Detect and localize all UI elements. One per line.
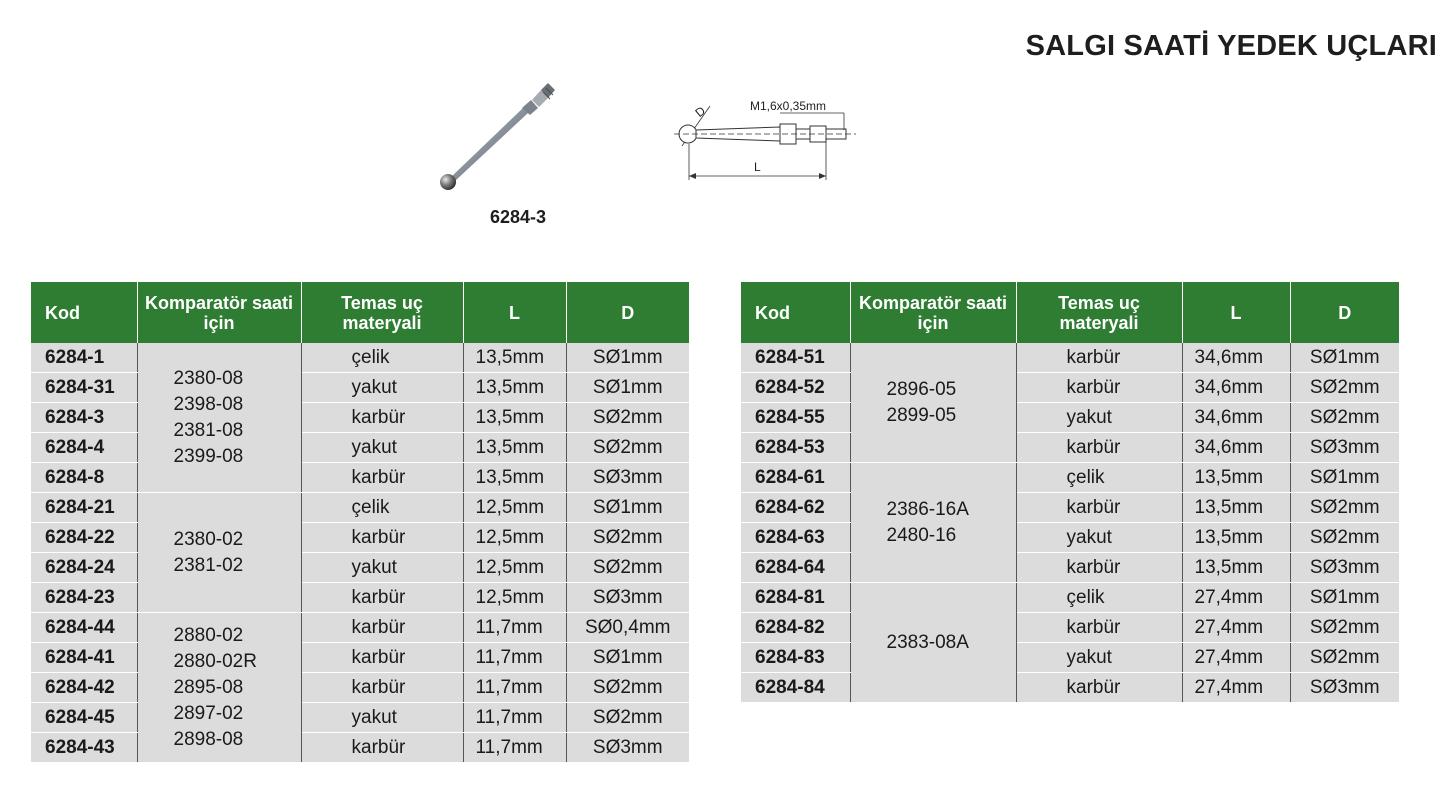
cell-materyal: çelik: [1016, 463, 1182, 493]
d-dimension-label: D: [692, 103, 709, 120]
header-kod: Kod: [741, 282, 850, 343]
cell-d: SØ3mm: [1290, 553, 1399, 583]
table-row: [31, 733, 689, 763]
cell-d: SØ2mm: [566, 673, 689, 703]
table-row: [741, 553, 1399, 583]
table-header-row: [31, 282, 689, 343]
cell-komparator: [137, 343, 301, 493]
komparator-model: 2880-02R: [173, 650, 257, 672]
table-row: [741, 493, 1399, 523]
cell-materyal: yakut: [301, 433, 463, 463]
table-row: [741, 343, 1399, 373]
cell-materyal: karbür: [301, 643, 463, 673]
cell-materyal: karbür: [1016, 673, 1182, 703]
cell-kod: 6284-3: [31, 403, 137, 433]
cell-materyal: karbür: [301, 523, 463, 553]
cell-l: 34,6mm: [1182, 403, 1290, 433]
cell-l: 12,5mm: [463, 583, 566, 613]
komparator-model: 2899-05: [886, 404, 957, 426]
cell-d: SØ1mm: [566, 643, 689, 673]
table-row: [741, 373, 1399, 403]
cell-l: 27,4mm: [1182, 613, 1290, 643]
cell-kod: 6284-55: [741, 403, 850, 433]
cell-materyal: karbür: [1016, 493, 1182, 523]
cell-d: SØ1mm: [1290, 463, 1399, 493]
cell-d: SØ2mm: [566, 703, 689, 733]
header-d: D: [566, 282, 689, 343]
cell-d: SØ0,4mm: [566, 613, 689, 643]
cell-kod: 6284-41: [31, 643, 137, 673]
cell-l: 13,5mm: [463, 343, 566, 373]
komparator-model: 2480-16: [886, 524, 957, 546]
table-row: [31, 583, 689, 613]
cell-kod: 6284-8: [31, 463, 137, 493]
cell-materyal: karbür: [1016, 343, 1182, 373]
cell-d: SØ2mm: [566, 523, 689, 553]
table-row: [31, 703, 689, 733]
cell-l: 13,5mm: [463, 433, 566, 463]
thread-spec-label: M1,6x0,35mm: [750, 99, 827, 113]
table-body: [741, 343, 1399, 703]
komparator-model: 2383-08A: [886, 631, 969, 653]
cell-materyal: yakut: [301, 703, 463, 733]
cell-l: 13,5mm: [1182, 463, 1290, 493]
table-row: [741, 613, 1399, 643]
header-l: L: [1182, 282, 1290, 343]
table-row: [741, 583, 1399, 613]
cell-l: 11,7mm: [463, 643, 566, 673]
cell-kod: 6284-43: [31, 733, 137, 763]
cell-kod: 6284-44: [31, 613, 137, 643]
header-l: L: [463, 282, 566, 343]
photo-caption: 6284-3: [490, 207, 547, 227]
cell-materyal: yakut: [1016, 403, 1182, 433]
spec-table-right: [741, 282, 1399, 703]
table-body: [31, 343, 689, 763]
cell-kod: 6284-51: [741, 343, 850, 373]
table-row: [31, 553, 689, 583]
cell-materyal: çelik: [301, 493, 463, 523]
cell-kod: 6284-62: [741, 493, 850, 523]
cell-d: SØ2mm: [1290, 493, 1399, 523]
cell-kod: 6284-61: [741, 463, 850, 493]
komparator-model: 2381-08: [173, 419, 244, 441]
cell-d: SØ1mm: [1290, 343, 1399, 373]
cell-kod: 6284-45: [31, 703, 137, 733]
cell-l: 12,5mm: [463, 493, 566, 523]
table-row: [741, 463, 1399, 493]
l-dimension-label: L: [754, 160, 761, 174]
cell-materyal: çelik: [1016, 583, 1182, 613]
cell-d: SØ2mm: [1290, 523, 1399, 553]
komparator-model: 2386-16A: [886, 498, 969, 520]
cell-l: 12,5mm: [463, 553, 566, 583]
cell-kod: 6284-31: [31, 373, 137, 403]
cell-komparator: [137, 493, 301, 613]
cell-d: SØ3mm: [566, 733, 689, 763]
cell-l: 34,6mm: [1182, 433, 1290, 463]
cell-l: 34,6mm: [1182, 343, 1290, 373]
cell-d: SØ2mm: [1290, 403, 1399, 433]
cell-kod: 6284-53: [741, 433, 850, 463]
cell-d: SØ3mm: [1290, 673, 1399, 703]
cell-materyal: karbür: [301, 613, 463, 643]
cell-d: SØ2mm: [566, 553, 689, 583]
spec-table-left: [31, 282, 689, 763]
cell-komparator: [850, 463, 1016, 583]
cell-l: 12,5mm: [463, 523, 566, 553]
cell-l: 27,4mm: [1182, 583, 1290, 613]
cell-d: SØ2mm: [1290, 613, 1399, 643]
cell-l: 13,5mm: [1182, 493, 1290, 523]
cell-materyal: karbür: [1016, 433, 1182, 463]
cell-kod: 6284-81: [741, 583, 850, 613]
table-row: [31, 463, 689, 493]
komparator-model: 2896-05: [886, 378, 957, 400]
cell-materyal: karbür: [301, 463, 463, 493]
table-header-row: [741, 282, 1399, 343]
komparator-model: 2380-08: [173, 367, 244, 389]
cell-kod: 6284-64: [741, 553, 850, 583]
stylus-dimension-drawing: [668, 94, 864, 186]
cell-materyal: yakut: [1016, 643, 1182, 673]
cell-l: 11,7mm: [463, 673, 566, 703]
table-row: [741, 643, 1399, 673]
cell-materyal: çelik: [301, 343, 463, 373]
cell-materyal: karbür: [301, 403, 463, 433]
cell-d: SØ2mm: [566, 403, 689, 433]
cell-materyal: karbür: [301, 673, 463, 703]
cell-l: 13,5mm: [463, 403, 566, 433]
header-materyal: Temas uç materyali: [1016, 282, 1182, 343]
cell-d: SØ2mm: [1290, 373, 1399, 403]
cell-kod: 6284-63: [741, 523, 850, 553]
cell-l: 27,4mm: [1182, 673, 1290, 703]
cell-d: SØ3mm: [566, 583, 689, 613]
cell-komparator: [850, 343, 1016, 463]
cell-materyal: karbür: [1016, 553, 1182, 583]
table-row: [31, 403, 689, 433]
table-row: [31, 523, 689, 553]
cell-kod: 6284-1: [31, 343, 137, 373]
cell-l: 13,5mm: [1182, 523, 1290, 553]
cell-d: SØ2mm: [1290, 643, 1399, 673]
komparator-model: 2895-08: [173, 676, 244, 698]
cell-d: SØ2mm: [566, 433, 689, 463]
cell-l: 11,7mm: [463, 733, 566, 763]
table-row: [31, 433, 689, 463]
cell-kod: 6284-24: [31, 553, 137, 583]
komparator-model: 2398-08: [173, 393, 244, 415]
cell-kod: 6284-82: [741, 613, 850, 643]
cell-komparator: [850, 583, 1016, 703]
table-row: [31, 373, 689, 403]
cell-komparator: [137, 613, 301, 763]
cell-materyal: karbür: [1016, 613, 1182, 643]
table-row: [741, 673, 1399, 703]
cell-d: SØ1mm: [566, 493, 689, 523]
cell-kod: 6284-52: [741, 373, 850, 403]
table-row: [741, 403, 1399, 433]
table-row: [31, 493, 689, 523]
cell-l: 13,5mm: [463, 373, 566, 403]
cell-d: SØ1mm: [566, 343, 689, 373]
cell-d: SØ3mm: [1290, 433, 1399, 463]
cell-materyal: yakut: [301, 373, 463, 403]
cell-kod: 6284-4: [31, 433, 137, 463]
table-row: [741, 523, 1399, 553]
cell-d: SØ1mm: [1290, 583, 1399, 613]
cell-l: 34,6mm: [1182, 373, 1290, 403]
komparator-model: 2381-02: [173, 554, 244, 576]
komparator-model: 2880-02: [173, 624, 244, 646]
komparator-model: 2380-02: [173, 528, 244, 550]
table-row: [31, 643, 689, 673]
table-row: [741, 433, 1399, 463]
table-row: [31, 613, 689, 643]
cell-l: 27,4mm: [1182, 643, 1290, 673]
header-kod: Kod: [31, 282, 137, 343]
cell-kod: 6284-21: [31, 493, 137, 523]
table-row: [31, 343, 689, 373]
cell-kod: 6284-83: [741, 643, 850, 673]
cell-kod: 6284-23: [31, 583, 137, 613]
cell-d: SØ1mm: [566, 373, 689, 403]
cell-d: SØ3mm: [566, 463, 689, 493]
komparator-model: 2898-08: [173, 728, 244, 750]
header-d: D: [1290, 282, 1399, 343]
komparator-model: 2897-02: [173, 702, 244, 724]
cell-kod: 6284-22: [31, 523, 137, 553]
cell-materyal: karbür: [301, 583, 463, 613]
cell-l: 13,5mm: [1182, 553, 1290, 583]
cell-l: 13,5mm: [463, 463, 566, 493]
header-komparator: Komparatör saati için: [137, 282, 301, 343]
stylus-tip-photo: [430, 78, 570, 203]
cell-l: 11,7mm: [463, 703, 566, 733]
cell-kod: 6284-84: [741, 673, 850, 703]
cell-materyal: yakut: [1016, 523, 1182, 553]
table-row: [31, 673, 689, 703]
cell-materyal: yakut: [301, 553, 463, 583]
header-komparator: Komparatör saati için: [850, 282, 1016, 343]
page-title: SALGI SAATİ YEDEK UÇLARI: [1025, 30, 1437, 62]
cell-materyal: karbür: [1016, 373, 1182, 403]
cell-kod: 6284-42: [31, 673, 137, 703]
cell-l: 11,7mm: [463, 613, 566, 643]
cell-materyal: karbür: [301, 733, 463, 763]
header-materyal: Temas uç materyali: [301, 282, 463, 343]
komparator-model: 2399-08: [173, 445, 244, 467]
